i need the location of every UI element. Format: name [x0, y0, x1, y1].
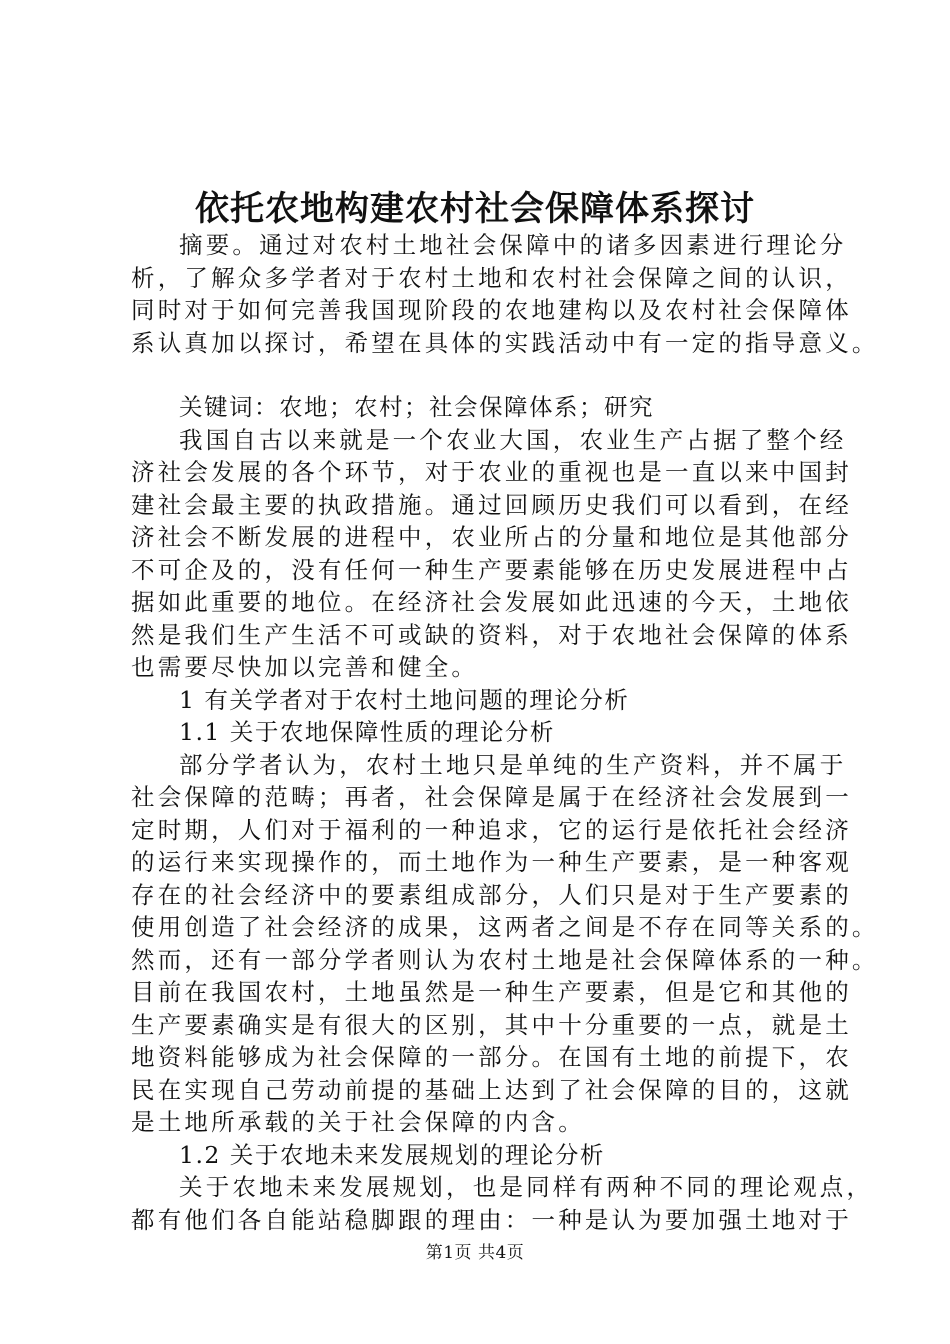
section-1-1-line: 部分学者认为，农村土地只是单纯的生产资料，并不属于: [179, 750, 847, 779]
section-1-1-line: 生产要素确实是有很大的区别，其中十分重要的一点，就是土: [131, 1010, 852, 1039]
section-1-1-line: 的运行来实现操作的，而土地作为一种生产要素，是一种客观: [131, 848, 852, 876]
section-1-1-line: 民在实现自己劳动前提的基础上达到了社会保障的目的，这就: [131, 1075, 852, 1104]
intro-line: 据如此重要的地位。在经济社会发展如此迅速的今天，土地依: [131, 588, 852, 616]
intro-line: 然是我们生产生活不可或缺的资料，对于农地社会保障的体系: [131, 620, 852, 649]
section-heading-1: 1 有关学者对于农村土地问题的理论分析: [179, 685, 630, 714]
abstract-line: 系认真加以探讨，希望在具体的实践活动中有一定的指导意义。: [131, 328, 879, 357]
section-1-1-line: 地资料能够成为社会保障的一部分。在国有土地的前提下，农: [131, 1043, 852, 1071]
section-1-1-line: 然而，还有一部分学者则认为农村土地是社会保障体系的一种。: [131, 945, 879, 974]
intro-line: 不可企及的，没有任何一种生产要素能够在历史发展进程中占: [131, 555, 852, 584]
section-heading-1-1: 1.1 关于农地保障性质的理论分析: [179, 718, 555, 746]
section-1-1-line: 存在的社会经济中的要素组成部分，人们只是对于生产要素的: [131, 880, 852, 909]
section-1-1-line: 目前在我国农村，土地虽然是一种生产要素，但是它和其他的: [131, 978, 852, 1006]
document-body: [131, 229, 879, 1236]
section-1-1-line: 定时期，人们对于福利的一种追求，它的运行是依托社会经济: [131, 815, 852, 844]
section-heading-1-2: 1.2 关于农地未来发展规划的理论分析: [179, 1140, 605, 1169]
section-1-1-line: 是土地所承载的关于社会保障的内含。: [131, 1108, 585, 1136]
abstract-line: 析，了解众多学者对于农村土地和农村社会保障之间的认识，: [131, 263, 852, 292]
intro-line: 济社会不断发展的进程中，农业所占的分量和地位是其他部分: [131, 523, 852, 551]
intro-line: 济社会发展的各个环节，对于农业的重视也是一直以来中国封: [131, 458, 852, 486]
section-1-1-line: 使用创造了社会经济的成果，这两者之间是不存在同等关系的。: [131, 913, 879, 941]
intro-line: 建社会最主要的执政措施。通过回顾历史我们可以看到，在经: [131, 490, 852, 519]
abstract-line: 同时对于如何完善我国现阶段的农地建构以及农村社会保障体: [131, 296, 852, 324]
intro-line: 也需要尽快加以完善和健全。: [131, 653, 479, 681]
abstract-line: 摘要。通过对农村土地社会保障中的诸多因素进行理论分: [179, 231, 847, 259]
page-footer: 第1页 共4页: [425, 1243, 525, 1263]
paragraph-gap: [131, 359, 851, 391]
section-1-2-line: 关于农地未来发展规划，也是同样有两种不同的理论观点，: [179, 1173, 874, 1201]
section-1-2-line: 都有他们各自能站稳脚跟的理由：一种是认为要加强土地对于: [131, 1205, 852, 1234]
section-1-1-line: 社会保障的范畴；再者，社会保障是属于在经济社会发展到一: [131, 783, 852, 811]
keywords-line: 关键词：农地；农村；社会保障体系；研究: [179, 393, 654, 421]
document-title: 依托农地构建农村社会保障体系探讨: [195, 189, 755, 229]
intro-line: 我国自古以来就是一个农业大国，农业生产占据了整个经: [179, 425, 847, 454]
